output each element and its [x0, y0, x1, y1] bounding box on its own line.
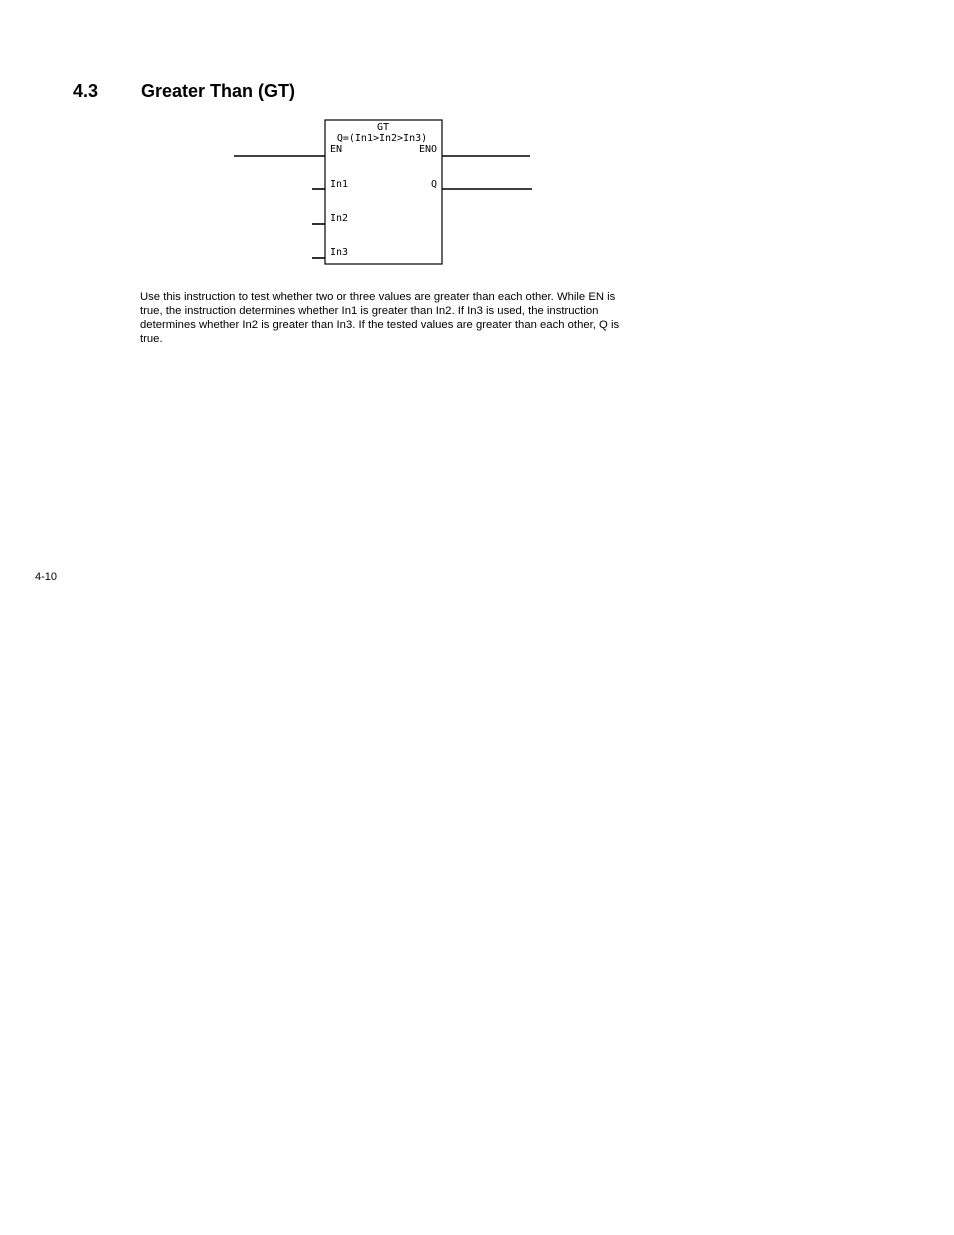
- block-name: GT: [376, 122, 390, 133]
- section-number: 4.3: [73, 81, 99, 101]
- block-formula: Q=(In1>In2>In3): [336, 133, 428, 144]
- instruction-description: Use this instruction to test whether two or three values are greater than each other. While EN is true, the instruction determines whether In1 is greater than In2. If In3 is used, the instruction determines whether In2 is greater than In3. If the tested values are greater than each other, Q is true.: [140, 291, 620, 346]
- section-title: Greater Than (GT): [141, 81, 296, 101]
- pin-label-in1: In1: [330, 179, 349, 190]
- pin-label-eno: ENO: [418, 144, 437, 155]
- pin-label-en: EN: [330, 144, 343, 155]
- pin-label-in3: In3: [330, 247, 349, 258]
- gt-function-block-diagram: [230, 116, 540, 271]
- pin-label-q: Q: [430, 179, 437, 190]
- function-block-svg: [230, 116, 540, 271]
- pin-label-in2: In2: [330, 213, 349, 224]
- page-number: 4-10: [35, 571, 58, 583]
